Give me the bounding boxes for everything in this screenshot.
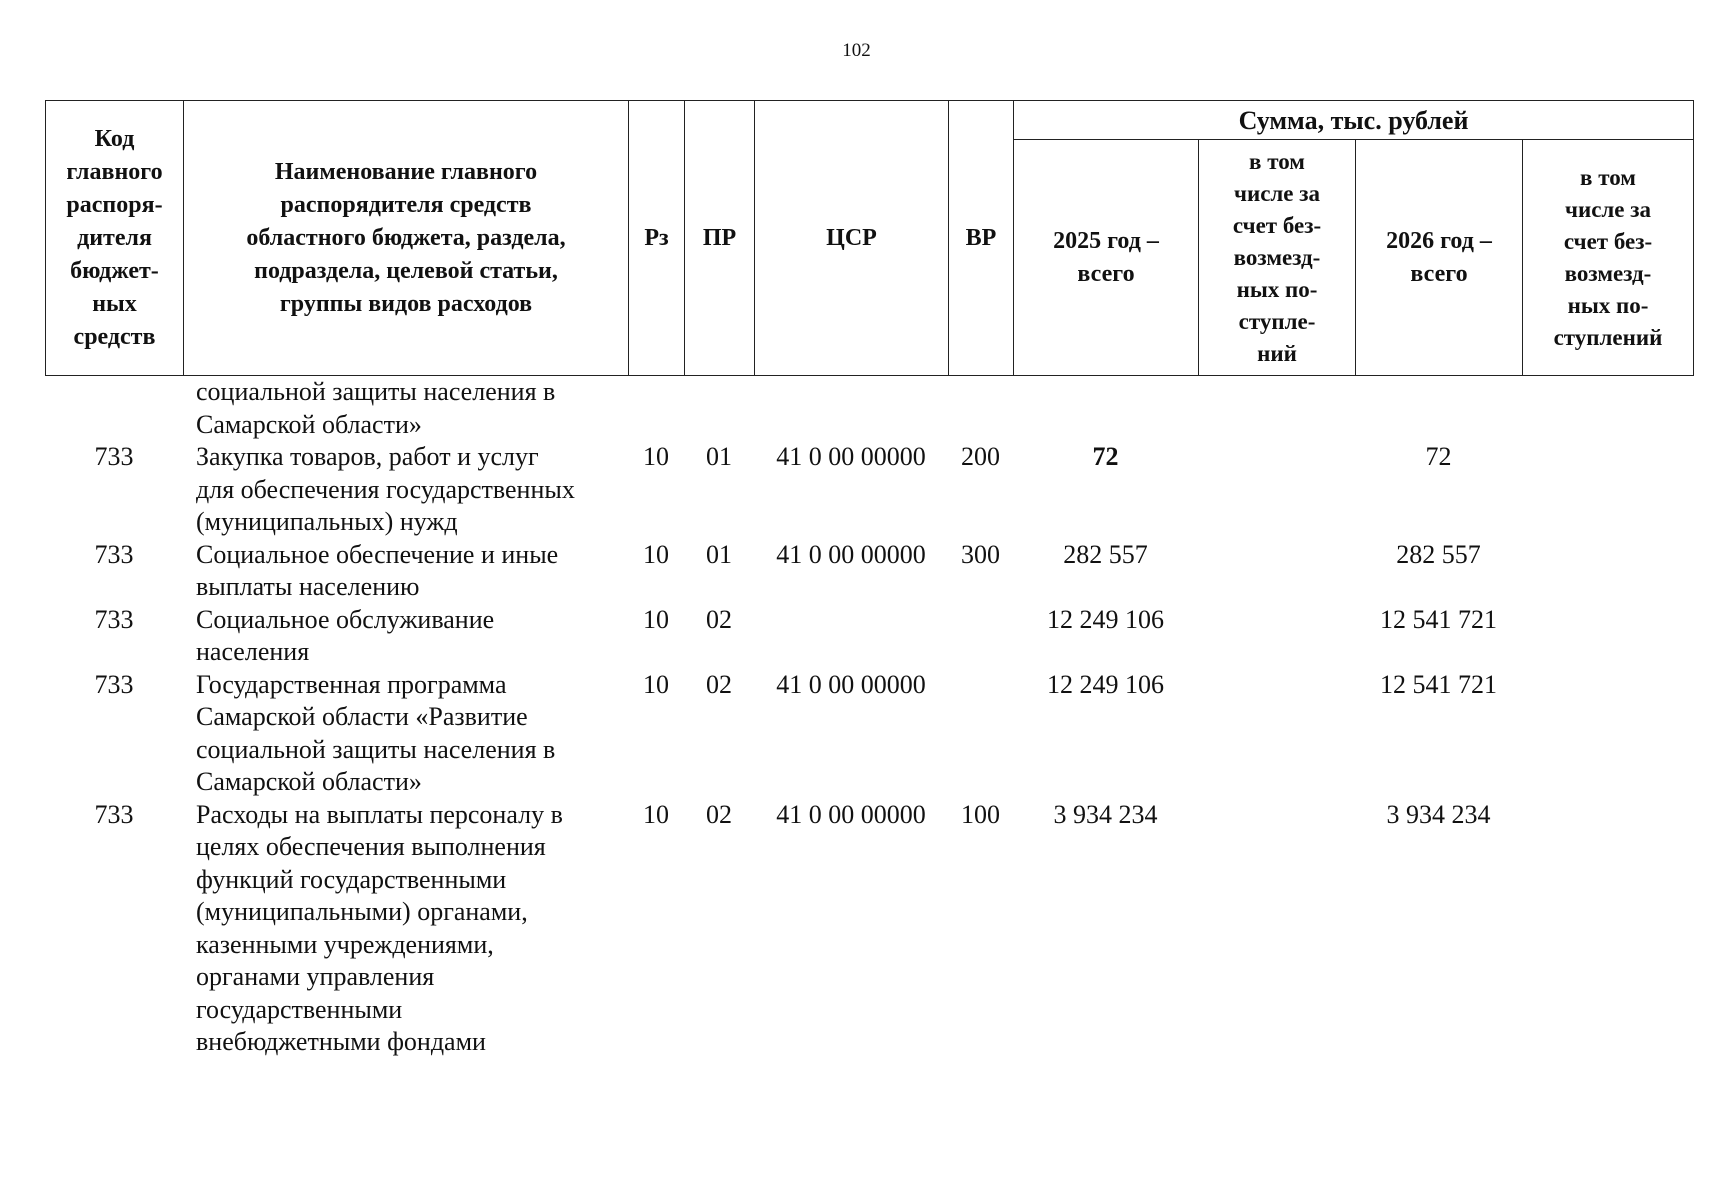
row-2025-gratuitous: [1198, 799, 1355, 1059]
header-sum-title: Сумма, тыс. рублей: [1014, 101, 1694, 140]
header-code-line: дителя: [77, 224, 152, 251]
row-csr: 41 0 00 00000: [776, 442, 926, 471]
table-row: [45, 799, 1693, 1059]
header-2025-line: 2025 год –: [1053, 227, 1159, 254]
header-2026-line: 2026 год –: [1386, 227, 1492, 254]
row-pr: 01: [706, 442, 732, 471]
row-name-line: Закупка товаров, работ и услуг: [196, 442, 539, 471]
row-2026-gratuitous: [1522, 799, 1693, 1059]
header-incl1-line: ступле-: [1238, 308, 1316, 334]
header-name-line: группы видов расходов: [279, 290, 533, 317]
row-2025-total: 72: [1092, 442, 1119, 471]
header-code-line: распоря-: [66, 191, 163, 218]
page-number: 102: [842, 40, 871, 61]
header-name-line: распорядителя средств: [280, 191, 532, 218]
row-2025-gratuitous: [1198, 441, 1355, 539]
row-name-line: (муниципальных) нужд: [196, 507, 458, 536]
row-name-line: Расходы на выплаты персоналу в: [196, 799, 563, 829]
row-code: 733: [94, 669, 134, 699]
table-header: [45, 100, 1694, 376]
header-incl1-line: ных по-: [1236, 276, 1318, 302]
row-name-line: органами управления: [196, 962, 435, 991]
row-name: [183, 799, 628, 1059]
row-name-line: целях обеспечения выполнения: [196, 832, 546, 861]
header-incl1-line: числе за: [1233, 180, 1321, 206]
row-rz: 10: [643, 604, 669, 634]
row-2026-gratuitous: [1522, 669, 1693, 799]
row-2026-gratuitous: [1522, 376, 1693, 441]
row-csr: 41 0 00 00000: [776, 669, 926, 699]
budget-table-body: [45, 376, 1693, 1059]
header-2025-gratuitous: [1199, 140, 1356, 376]
row-rz: [628, 376, 684, 441]
header-incl2-line: числе за: [1564, 196, 1652, 222]
header-vr: ВР: [949, 101, 1014, 376]
table-row: [45, 604, 1693, 669]
row-2025-total: 3 934 234: [1053, 799, 1158, 829]
row-2025-total: [1013, 376, 1198, 441]
row-code: 733: [94, 799, 134, 829]
header-name-line: подраздела, целевой статьи,: [254, 257, 558, 284]
row-name: [183, 539, 628, 604]
row-2026-total: 12 541 721: [1380, 669, 1497, 699]
header-incl1-line: счет без-: [1232, 212, 1322, 238]
header-2025-total: [1014, 140, 1199, 376]
row-csr: [754, 604, 948, 669]
row-csr: 41 0 00 00000: [776, 539, 926, 569]
row-2026-gratuitous: [1522, 539, 1693, 604]
row-pr: 02: [706, 799, 732, 829]
header-2026-gratuitous: [1523, 140, 1694, 376]
row-2025-total: 12 249 106: [1047, 669, 1164, 699]
row-name-line: Самарской области»: [196, 409, 422, 439]
header-incl2-line: в том: [1580, 164, 1636, 190]
table-row: [45, 441, 1693, 539]
row-code: 733: [94, 539, 134, 569]
header-2025-line: всего: [1077, 260, 1135, 287]
table-row: [45, 539, 1693, 604]
header-code-line: средств: [73, 323, 156, 350]
row-2025-gratuitous: [1198, 604, 1355, 669]
row-2026-total: 282 557: [1396, 539, 1481, 569]
header-incl2-line: возмезд-: [1564, 260, 1652, 286]
row-name: [183, 604, 628, 669]
header-code-line: главного: [66, 158, 163, 185]
row-name-line: функций государственными: [196, 864, 507, 894]
row-vr: [948, 669, 1013, 799]
row-rz: 10: [643, 799, 669, 829]
header-2026-total: [1356, 140, 1523, 376]
row-name-line: Самарской области»: [196, 767, 422, 796]
row-name-line: государственными: [196, 994, 403, 1024]
header-csr: ЦСР: [755, 101, 949, 376]
row-name-line: Государственная программа: [196, 669, 507, 699]
row-vr: 300: [961, 539, 1000, 569]
header-code-line: ных: [92, 290, 137, 317]
row-2026-gratuitous: [1522, 441, 1693, 539]
header-2026-line: всего: [1410, 260, 1468, 287]
row-vr: 100: [961, 799, 1000, 829]
row-2025-gratuitous: [1198, 376, 1355, 441]
row-code: 733: [94, 442, 134, 471]
row-pr: 02: [706, 669, 732, 699]
row-name-line: Самарской области «Развитие: [196, 702, 528, 731]
row-name: [183, 376, 628, 441]
table-row: [45, 376, 1693, 441]
row-vr: [948, 604, 1013, 669]
row-pr: 02: [706, 604, 732, 634]
header-code: [46, 101, 184, 376]
row-pr: [684, 376, 754, 441]
row-name-line: выплаты населению: [196, 572, 420, 601]
header-name-line: областного бюджета, раздела,: [246, 224, 566, 251]
row-name-line: социальной защиты населения в: [196, 734, 556, 764]
header-incl2-line: ступлений: [1553, 324, 1663, 350]
row-pr: 01: [706, 539, 732, 569]
row-name-line: социальной защиты населения в: [196, 377, 556, 406]
header-incl1-line: в том: [1249, 148, 1305, 174]
row-name-line: внебюджетными фондами: [196, 1027, 486, 1056]
row-csr: 41 0 00 00000: [776, 799, 926, 829]
header-name: [184, 101, 629, 376]
row-vr: 200: [961, 442, 1000, 471]
row-name-line: казенными учреждениями,: [196, 929, 494, 959]
row-2026-total: 72: [1425, 442, 1452, 471]
header-code-line: Код: [94, 125, 135, 152]
row-2026-total: [1355, 376, 1522, 441]
table-row: [45, 669, 1693, 799]
row-name: [183, 669, 628, 799]
header-code-line: бюджет-: [70, 257, 159, 284]
header-rz: Рз: [629, 101, 685, 376]
row-2025-total: 282 557: [1063, 539, 1148, 569]
row-name-line: (муниципальными) органами,: [196, 897, 528, 926]
header-incl1-line: ний: [1257, 340, 1297, 366]
row-rz: 10: [643, 539, 669, 569]
row-rz: 10: [643, 442, 669, 471]
row-2026-total: 3 934 234: [1386, 799, 1491, 829]
row-vr: [948, 376, 1013, 441]
row-name-line: для обеспечения государственных: [196, 474, 575, 504]
row-name-line: населения: [196, 637, 310, 666]
row-code: 733: [94, 604, 134, 634]
row-2025-gratuitous: [1198, 539, 1355, 604]
row-2026-gratuitous: [1522, 604, 1693, 669]
row-rz: 10: [643, 669, 669, 699]
row-name-line: Социальное обслуживание: [196, 604, 495, 634]
header-incl1-line: возмезд-: [1233, 244, 1321, 270]
row-csr: [754, 376, 948, 441]
header-incl2-line: счет без-: [1563, 228, 1653, 254]
header-pr: ПР: [685, 101, 755, 376]
row-name-line: Социальное обеспечение и иные: [196, 539, 559, 569]
row-2025-gratuitous: [1198, 669, 1355, 799]
row-name: [183, 441, 628, 539]
row-2026-total: 12 541 721: [1380, 604, 1497, 634]
header-name-line: Наименование главного: [274, 158, 538, 185]
row-code: [45, 376, 183, 441]
row-2025-total: 12 249 106: [1047, 604, 1164, 634]
header-incl2-line: ных по-: [1567, 292, 1649, 318]
